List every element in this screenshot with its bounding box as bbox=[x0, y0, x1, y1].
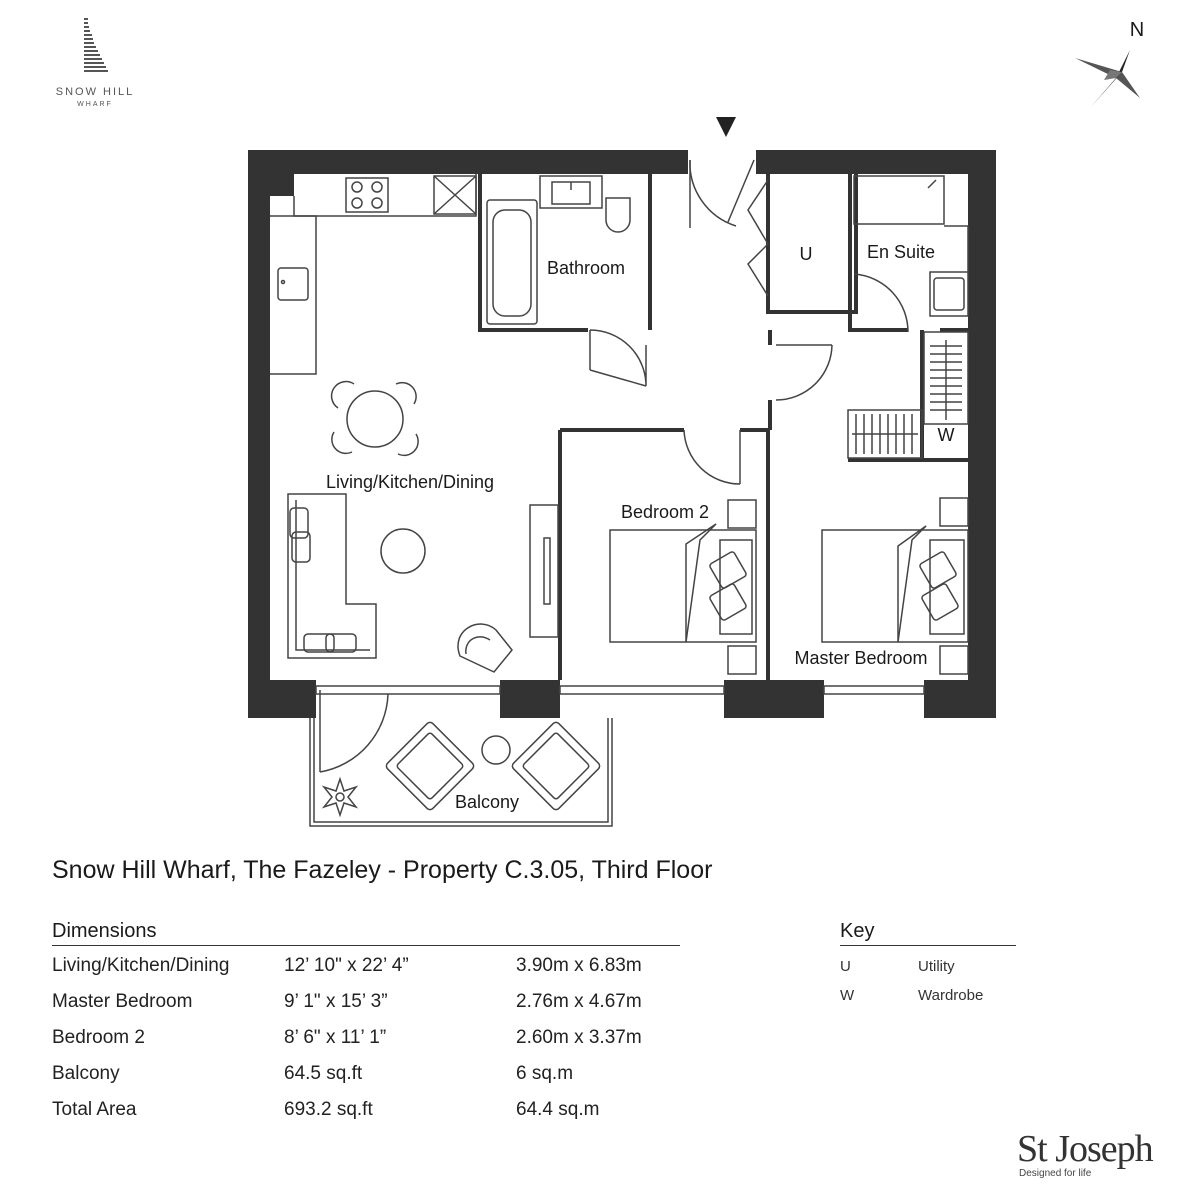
utility-doors bbox=[748, 180, 768, 296]
south-windows bbox=[316, 686, 924, 694]
brand-name: St Joseph bbox=[1017, 1128, 1153, 1170]
dimension-room: Balcony bbox=[52, 1063, 120, 1084]
compass-icon bbox=[1075, 19, 1144, 108]
key-code: W bbox=[840, 987, 855, 1004]
room-label-ensuite: En Suite bbox=[866, 242, 936, 262]
key-item bbox=[840, 981, 1016, 1010]
room-label-master: Master Bedroom bbox=[794, 648, 928, 668]
dimension-metric: 6 sq.m bbox=[516, 1063, 574, 1084]
dimension-metric: 3.90m x 6.83m bbox=[516, 955, 642, 976]
room-label-bathroom: Bathroom bbox=[546, 258, 626, 278]
bedroom2-door bbox=[684, 430, 740, 484]
dimension-row bbox=[52, 984, 680, 1020]
entrance-door bbox=[690, 160, 754, 228]
dimension-metric: 2.60m x 3.37m bbox=[516, 1027, 642, 1048]
dimension-metric: 2.76m x 4.67m bbox=[516, 991, 642, 1012]
dimension-row bbox=[52, 1056, 680, 1092]
brand-tagline: Designed for life bbox=[1019, 1168, 1092, 1179]
dimension-imperial: 8’ 6" x 11’ 1” bbox=[284, 1027, 387, 1048]
room-label-bedroom2: Bedroom 2 bbox=[620, 502, 710, 522]
dimension-imperial: 64.5 sq.ft bbox=[284, 1063, 363, 1084]
logo-line1: SNOW HILL bbox=[55, 86, 135, 98]
st-joseph-logo bbox=[1017, 1130, 1153, 1179]
key-code: U bbox=[840, 958, 851, 975]
tv-unit bbox=[530, 505, 558, 637]
dimensions-heading: Dimensions bbox=[52, 920, 680, 946]
dimension-room: Total Area bbox=[52, 1099, 137, 1120]
dimension-metric: 64.4 sq.m bbox=[516, 1099, 600, 1120]
key-meaning: Wardrobe bbox=[918, 987, 984, 1004]
room-label-living: Living/Kitchen/Dining bbox=[325, 472, 495, 492]
bedroom2-bed bbox=[610, 500, 756, 674]
key-legend bbox=[840, 920, 1016, 1010]
dimension-imperial: 693.2 sq.ft bbox=[284, 1099, 373, 1120]
dining-table bbox=[332, 382, 419, 456]
dimension-imperial: 12’ 10" x 22’ 4” bbox=[284, 955, 409, 976]
entrance-arrow-icon bbox=[716, 117, 736, 137]
key-meaning: Utility bbox=[918, 958, 955, 975]
dimension-room: Bedroom 2 bbox=[52, 1027, 145, 1048]
compass-north-label: N bbox=[1129, 19, 1145, 41]
room-label-wardrobe: W bbox=[937, 425, 955, 445]
key-item bbox=[840, 952, 1016, 981]
logo-line2: WHARF bbox=[77, 101, 113, 108]
snow-hill-logo bbox=[56, 18, 135, 108]
kitchen bbox=[270, 174, 476, 374]
master-bedroom-door bbox=[776, 345, 832, 400]
room-label-balcony: Balcony bbox=[454, 792, 520, 812]
dimensions-table bbox=[52, 920, 680, 1128]
dimension-row bbox=[52, 1020, 680, 1056]
dimension-imperial: 9’ 1" x 15’ 3” bbox=[284, 991, 388, 1012]
plant-icon bbox=[324, 779, 356, 815]
key-heading: Key bbox=[840, 920, 1016, 946]
dimension-room: Living/Kitchen/Dining bbox=[52, 955, 230, 976]
dimension-row bbox=[52, 948, 680, 984]
property-title: Snow Hill Wharf, The Fazeley - Property C.3.05, Third Floor bbox=[52, 856, 713, 884]
bathroom-fixtures bbox=[487, 176, 646, 386]
balcony-door bbox=[320, 690, 388, 772]
sofa bbox=[288, 494, 425, 658]
dimension-room: Master Bedroom bbox=[52, 991, 193, 1012]
dimension-row bbox=[52, 1092, 680, 1128]
armchair bbox=[458, 624, 512, 672]
room-label-utility: U bbox=[799, 244, 813, 264]
